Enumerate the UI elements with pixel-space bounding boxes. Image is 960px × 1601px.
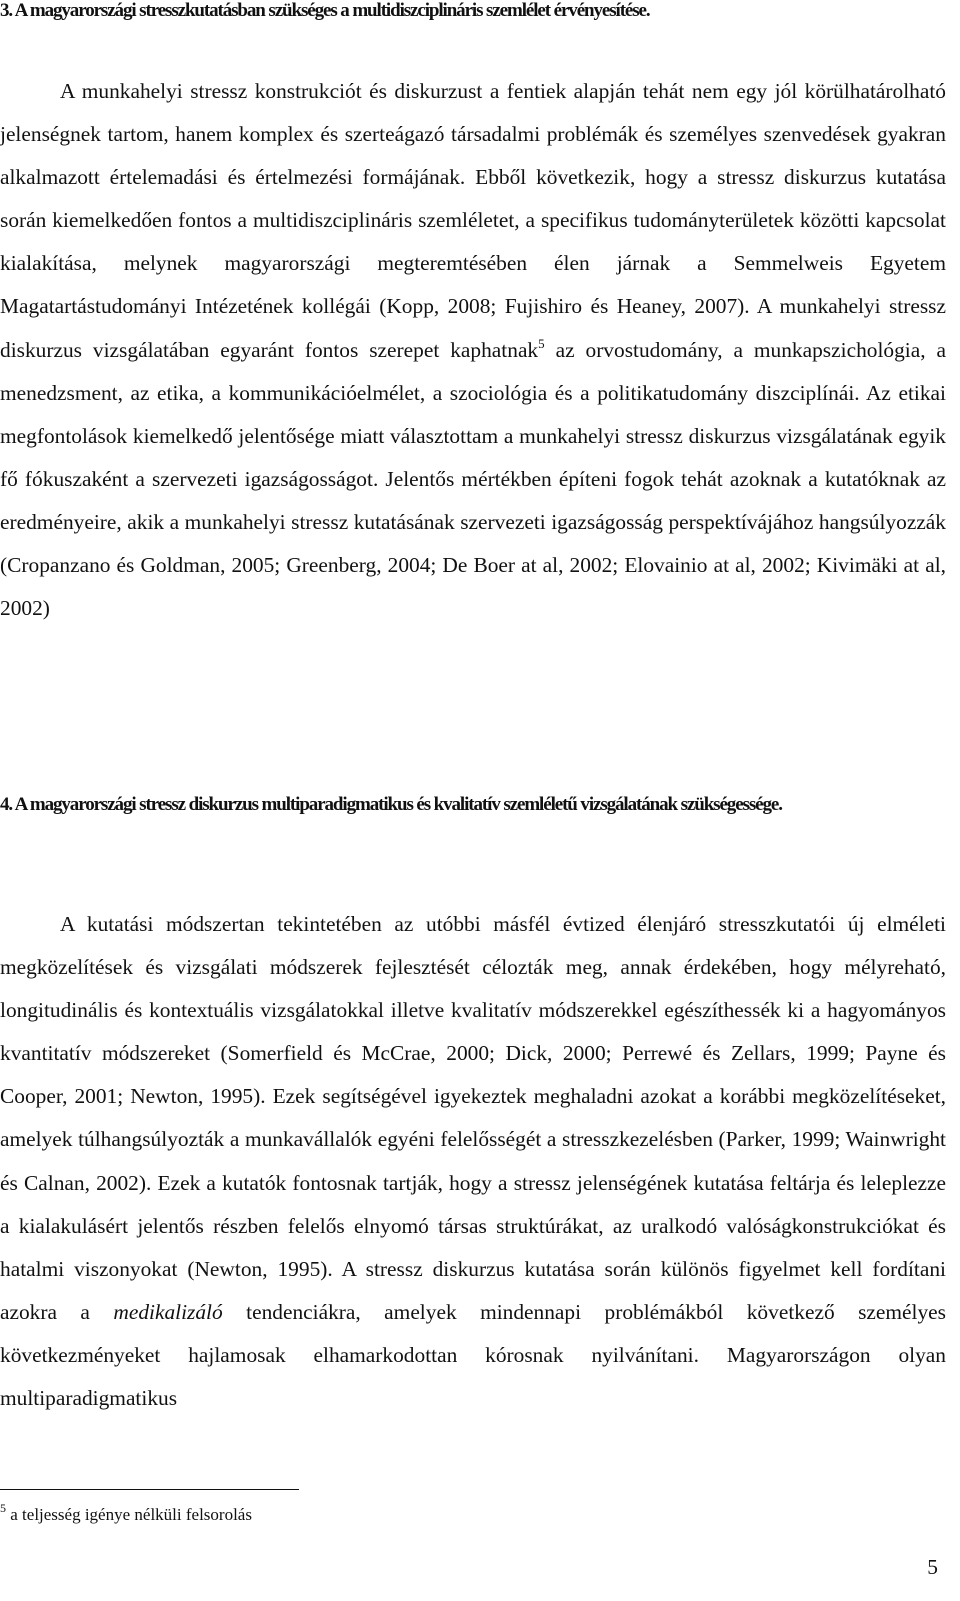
footnote-separator (0, 1489, 299, 1490)
footnote-reference[interactable]: 5 (538, 335, 545, 351)
paragraph-stress-discourse (0, 70, 946, 630)
paragraph-methodology (0, 903, 946, 1420)
section-heading-4: 4. A magyarországi stressz diskurzus multiparadigmatikus és kvalitatív szemléletű vizsgálatának szükségessége. (0, 794, 782, 815)
paragraph-text-part-2: az orvostudomány, a munkapszichológia, a menedzsment, az etika, a kommunikációelmélet, a szociológia és a politikatudomány diszciplínái. Az etikai megfontolások kiemelkedő jelentősége miatt választottam a munkahelyi stressz diskurzus vizsgálatának egyik fő fókuszaként a szervezeti igazságosságot. Jelentős mértékben építeni fogok tehát azoknak a kutatóknak az eredményeire, akik a munkahelyi stressz kutatásának szervezeti igazságosság perspektívájához hangsúlyozzák (Cropanzano és Goldman, 2005; Greenberg, 2004; De Boer at al, 2002; Elovainio at al, 2002; Kivimäki at al, 2002) (0, 337, 946, 621)
footnote (0, 1500, 252, 1530)
footnote-text: a teljesség igénye nélküli felsorolás (10, 1505, 252, 1524)
paragraph-text-part-1: A munkahelyi stressz konstrukciót és diskurzust a fentiek alapján tehát nem egy jól körülhatárolható jelenségnek tartom, hanem komplex és szerteágazó társadalmi problémák és személyes szenvedések gyakran alkalmazott értelemadási és értelmezési formájának. Ebből következik, hogy a stressz diskurzus kutatása során kiemelkedően fontos a multidiszciplináris szemléletet, a specifikus tudományterületek közötti kapcsolat kialakítása, melynek magyarországi megteremtésében élen járnak a Semmelweis Egyetem Magatartástudományi Intézetének kollégái (Kopp, 2008; Fujishiro és Heaney, 2007). A munkahelyi stressz diskurzus vizsgálatában egyaránt fontos szerepet kaphatnak (0, 79, 946, 362)
paragraph-text-part-1: A kutatási módszertan tekintetében az utóbbi másfél évtized élenjáró stresszkutatói új elméleti megközelítések és vizsgálati módszerek fejlesztését célozták meg, annak érdekében, hogy mélyreható, longitudinális és kontextuális vizsgálatokkal illetve kvalitatív módszerekkel egészíthessék ki a hagyományos kvantitatív módszereket (Somerfield és McCrae, 2000; Dick, 2000; Perrewé és Zellars, 1999; Payne és Cooper, 2001; Newton, 1995). Ezek segítségével igyekeztek meghaladni azokat a korábbi megközelítéseket, amelyek túlhangsúlyozták a munkavállalók egyéni felelősségét a stresszkezelésben (Parker, 1999; Wainwright és Calnan, 2002). Ezek a kutatók fontosnak tartják, hogy a stressz jelenségének kutatása feltárja és leleplezze a kialakulásért jelentős részben felelős elnyomó társas struktúrákat, az uralkodó valóságkonstrukciókat és hatalmi viszonyokat (Newton, 1995). A stressz diskurzus kutatása során különös figyelmet kell fordítani azokra a (0, 912, 946, 1324)
section-heading-3: 3. A magyarországi stresszkutatásban szükséges a multidiszciplináris szemlélet érvényesítése. (0, 0, 650, 21)
paragraph-text-part-2: tendenciákra, amelyek mindennapi problémákból következő személyes következményeket hajlamosak elhamarkodottan kórosnak nyilvánítani. Magyarországon olyan multiparadigmatikus (0, 1299, 946, 1411)
emphasized-term: medikalizáló (113, 1299, 223, 1324)
page-number: 5 (927, 1555, 938, 1579)
footnote-number: 5 (0, 1501, 6, 1515)
